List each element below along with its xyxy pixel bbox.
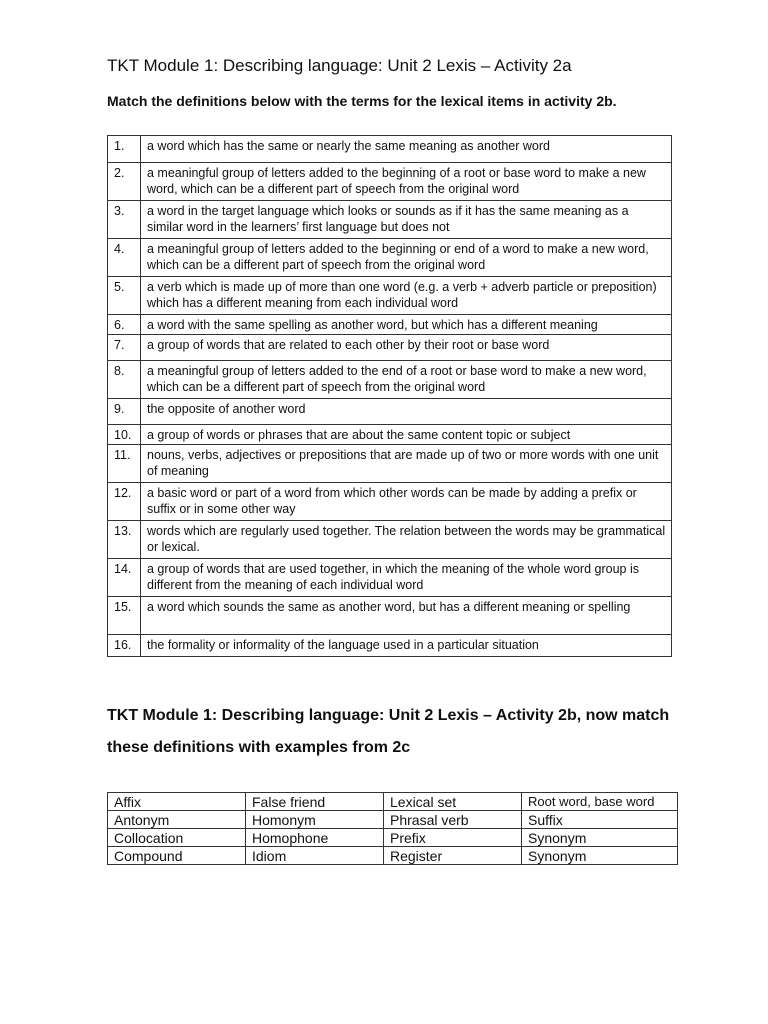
term-cell: Antonym (108, 811, 246, 829)
definitions-table (107, 135, 672, 657)
definition-number: 3. (108, 201, 141, 239)
definition-text: a group of words that are related to each other by their root or base word (141, 335, 672, 361)
term-cell: Phrasal verb (384, 811, 522, 829)
table-row (108, 445, 672, 483)
definition-number: 15. (108, 597, 141, 635)
definition-text: a meaningful group of letters added to the beginning or end of a word to make a new word, which can be a different part of speech from the original word (141, 239, 672, 277)
definition-text: words which are regularly used together. The relation between the words may be grammatical or lexical. (141, 521, 672, 559)
term-cell: Homophone (246, 829, 384, 847)
definition-number: 6. (108, 315, 141, 335)
table-row (108, 399, 672, 425)
term-cell: Root word, base word (522, 793, 678, 811)
terms-table (107, 792, 678, 865)
term-cell: Collocation (108, 829, 246, 847)
table-row (108, 335, 672, 361)
table-row (108, 559, 672, 597)
table-row (108, 829, 678, 847)
instruction-text: Match the definitions below with the terms for the lexical items in activity 2b. (107, 93, 617, 109)
term-cell: Register (384, 847, 522, 865)
definition-text: a word in the target language which looks or sounds as if it has the same meaning as a similar word in the learners’ first language but does not (141, 201, 672, 239)
table-row (108, 483, 672, 521)
definition-number: 10. (108, 425, 141, 445)
definition-number: 14. (108, 559, 141, 597)
table-row (108, 811, 678, 829)
definition-number: 16. (108, 635, 141, 657)
term-cell: Affix (108, 793, 246, 811)
definition-text: a word with the same spelling as another word, but which has a different meaning (141, 315, 672, 335)
definition-number: 12. (108, 483, 141, 521)
table-row (108, 163, 672, 201)
definition-number: 5. (108, 277, 141, 315)
definition-text: a meaningful group of letters added to the beginning of a root or base word to make a new word, which can be a different part of speech from the original word (141, 163, 672, 201)
table-row (108, 136, 672, 163)
definition-number: 4. (108, 239, 141, 277)
definition-number: 8. (108, 361, 141, 399)
table-row (108, 361, 672, 399)
table-row (108, 793, 678, 811)
definition-number: 7. (108, 335, 141, 361)
definition-text: a group of words or phrases that are about the same content topic or subject (141, 425, 672, 445)
definition-number: 13. (108, 521, 141, 559)
table-row (108, 635, 672, 657)
term-cell: Homonym (246, 811, 384, 829)
definition-number: 11. (108, 445, 141, 483)
term-cell: False friend (246, 793, 384, 811)
term-cell: Lexical set (384, 793, 522, 811)
definition-text: a word which has the same or nearly the same meaning as another word (141, 136, 672, 163)
definition-text: a word which sounds the same as another word, but has a different meaning or spelling (141, 597, 672, 635)
page-title: TKT Module 1: Describing language: Unit 2 Lexis – Activity 2a (107, 56, 572, 75)
definition-text: a meaningful group of letters added to the end of a root or base word to make a new word, which can be a different part of speech from the original word (141, 361, 672, 399)
term-cell: Idiom (246, 847, 384, 865)
term-cell: Suffix (522, 811, 678, 829)
definition-text: nouns, verbs, adjectives or prepositions that are made up of two or more words with one unit of meaning (141, 445, 672, 483)
section-title: TKT Module 1: Describing language: Unit 2 Lexis – Activity 2b, now match these definitions with examples from 2c (107, 707, 670, 756)
definition-text: the formality or informality of the language used in a particular situation (141, 635, 672, 657)
definition-number: 1. (108, 136, 141, 163)
table-row (108, 597, 672, 635)
definition-text: the opposite of another word (141, 399, 672, 425)
table-row (108, 277, 672, 315)
table-row (108, 425, 672, 445)
table-row (108, 315, 672, 335)
definition-text: a group of words that are used together, in which the meaning of the whole word group is different from the meaning of each individual word (141, 559, 672, 597)
definition-number: 2. (108, 163, 141, 201)
term-cell: Synonym (522, 847, 678, 865)
table-row (108, 239, 672, 277)
table-row (108, 201, 672, 239)
term-cell: Synonym (522, 829, 678, 847)
definition-text: a basic word or part of a word from which other words can be made by adding a prefix or suffix or in some other way (141, 483, 672, 521)
table-row (108, 847, 678, 865)
definition-text: a verb which is made up of more than one word (e.g. a verb + adverb particle or preposition) which has a different meaning from each individual word (141, 277, 672, 315)
term-cell: Prefix (384, 829, 522, 847)
table-row (108, 521, 672, 559)
term-cell: Compound (108, 847, 246, 865)
definition-number: 9. (108, 399, 141, 425)
